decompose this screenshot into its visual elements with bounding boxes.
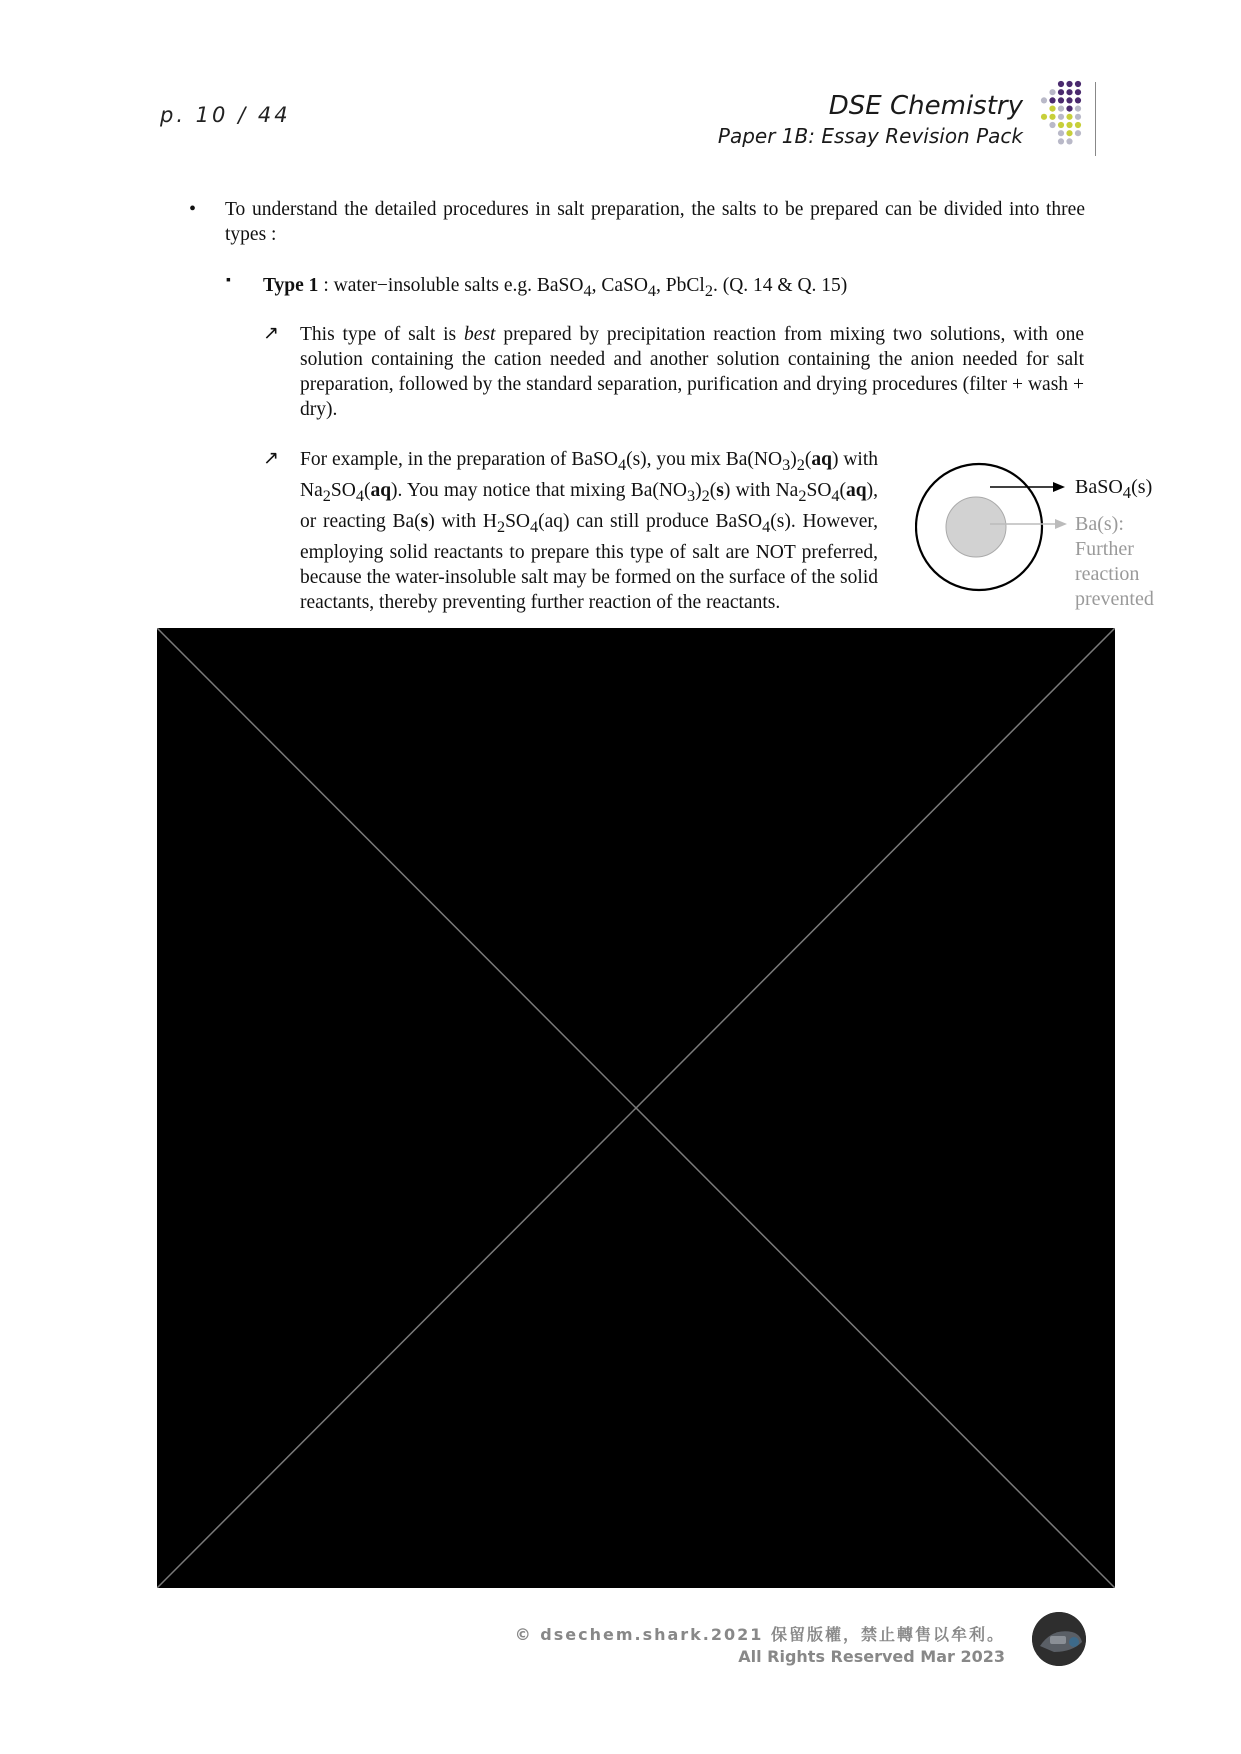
logo-dot	[1049, 89, 1055, 95]
p2-text: ). You may notice that mixing Ba(NO	[391, 479, 688, 501]
logo-dot	[1041, 97, 1047, 103]
logo-dot	[1066, 114, 1072, 120]
point1-text: prepared by precipitation reaction from mixing two solutions, with one solution containing the cation needed and another solution containing the anion needed for salt preparation, followed by the standard separation, purification and drying procedures (filter + wash + dry).	[300, 324, 1084, 420]
p2-text: (	[839, 479, 847, 501]
logo-dot	[1066, 89, 1072, 95]
footer-rights: All Rights Reserved Mar 2023	[738, 1647, 1005, 1666]
subscript: 2	[796, 455, 805, 474]
document-title: DSE Chemistry	[828, 91, 1023, 121]
type1-text: , PbCl	[656, 275, 705, 296]
label-line: Ba(s):	[1075, 513, 1124, 535]
dot-grid-logo-icon	[1040, 80, 1088, 153]
logo-dot	[1058, 97, 1064, 103]
subscript: 4	[647, 281, 657, 300]
subscript: 2	[798, 486, 807, 505]
p2-text: )	[695, 479, 702, 501]
bariumsulfate-label	[1075, 475, 1152, 505]
subscript: 4	[617, 455, 627, 474]
p2-bold: aq	[370, 479, 392, 501]
type1-text: : water−insoluble salts e.g. BaSO	[318, 275, 584, 296]
p2-text: SO	[505, 510, 531, 532]
p2-text: (s), you mix Ba(NO	[626, 449, 783, 470]
logo-dot	[1058, 138, 1064, 144]
logo-dot	[1075, 106, 1081, 112]
inner-solid-circle	[946, 497, 1006, 557]
logo-dot	[1075, 97, 1081, 103]
p2-text: )	[790, 449, 797, 470]
p2-bold: s	[716, 479, 724, 501]
subscript: 4	[530, 517, 539, 536]
type1-text: . (Q. 14 & Q. 15)	[712, 275, 848, 296]
arrow-bullet-icon: ↗	[263, 322, 279, 344]
label-line: prevented	[1075, 588, 1154, 610]
logo-dot	[1075, 130, 1081, 136]
logo-dot	[1075, 81, 1081, 87]
p2-text: (	[363, 479, 371, 501]
square-bullet-marker: ▪	[226, 273, 231, 288]
logo-dot	[1058, 89, 1064, 95]
p2-text: (aq) can still produce BaSO	[538, 510, 763, 532]
type1-heading	[263, 273, 1083, 304]
intro-paragraph: To understand the detailed procedures in salt preparation, the salts to be prepared can be divided into three types :	[225, 199, 1085, 245]
p2-text: (	[709, 479, 717, 501]
p2-text: SO	[330, 479, 356, 501]
barium-label	[1075, 512, 1154, 612]
logo-dot	[1049, 106, 1055, 112]
p2-text: ), or reacting Ba(	[300, 479, 879, 532]
logo-dot	[1058, 130, 1064, 136]
type1-label: Type 1	[263, 275, 319, 296]
arrow-bullet-icon: ↗	[263, 447, 279, 469]
subscript: 4	[831, 486, 840, 505]
logo-dot	[1066, 138, 1072, 144]
logo-dot	[1049, 97, 1055, 103]
logo-dot	[1066, 122, 1072, 128]
logo-dot	[1075, 122, 1081, 128]
document-subtitle: Paper 1B: Essay Revision Pack	[717, 124, 1023, 148]
p2-text: SO	[806, 479, 832, 501]
subscript: 2	[704, 281, 713, 300]
logo-dot	[1075, 89, 1081, 95]
subscript: 3	[782, 455, 791, 474]
label-text: BaSO	[1075, 476, 1123, 498]
label-line: Further	[1075, 538, 1134, 560]
subscript: 4	[762, 517, 771, 536]
logo-dot	[1049, 114, 1055, 120]
logo-dot	[1066, 97, 1072, 103]
subscript: 2	[322, 486, 331, 505]
logo-dot	[1075, 114, 1081, 120]
logo-dot	[1066, 106, 1072, 112]
p2-bold: aq	[811, 449, 832, 470]
subscript: 3	[687, 486, 696, 505]
arrowhead-icon	[1055, 519, 1067, 529]
subscript: 4	[583, 281, 592, 300]
subscript: 4	[1122, 483, 1132, 502]
subscript: 2	[496, 517, 506, 536]
logo-dot	[1058, 122, 1064, 128]
logo-dot	[1066, 130, 1072, 136]
type1-text: , CaSO	[591, 275, 648, 296]
particle-coating-diagram	[915, 462, 1165, 627]
p2-bold: s	[420, 510, 429, 532]
placeholder-cross-icon	[157, 628, 1115, 1588]
bullet-marker: •	[189, 198, 197, 220]
p2-text: (	[804, 449, 812, 470]
logo-dot	[1041, 114, 1047, 120]
logo-dot	[1066, 81, 1072, 87]
logo-dot	[1049, 122, 1055, 128]
logo-dot	[1058, 106, 1064, 112]
subscript: 4	[355, 486, 364, 505]
header-divider	[1095, 82, 1096, 156]
label-text: (s)	[1131, 476, 1153, 498]
p2-text: ) with H	[428, 510, 497, 532]
p2-bold: aq	[846, 479, 867, 501]
point2-paragraph	[300, 447, 878, 615]
point1-paragraph	[300, 322, 1084, 422]
logo-dot	[1058, 114, 1064, 120]
arrowhead-icon	[1053, 482, 1065, 492]
p2-text: ) with Na	[300, 449, 879, 501]
page-number: p. 10 / 44	[160, 103, 291, 127]
shark-avatar-icon	[1032, 1612, 1086, 1666]
p2-text: ) with Na	[723, 479, 799, 501]
point1-emphasis: best	[464, 324, 496, 345]
footer-copyright: © dsechem.shark.2021 保留版權，禁止轉售以牟利。	[514, 1625, 1005, 1644]
p2-text: For example, in the preparation of BaSO	[300, 449, 618, 470]
subscript: 2	[701, 486, 710, 505]
p2-text: (s). However, employing solid reactants to prepare this type of salt are NOT preferred, because the water-insoluble salt may be formed on the surface of the solid reactants, thereby preventing further reaction of the reactants.	[300, 510, 879, 613]
point1-text: This type of salt is	[300, 324, 465, 345]
label-line: reaction	[1075, 563, 1140, 585]
image-placeholder	[157, 628, 1115, 1588]
logo-dot	[1058, 81, 1064, 87]
